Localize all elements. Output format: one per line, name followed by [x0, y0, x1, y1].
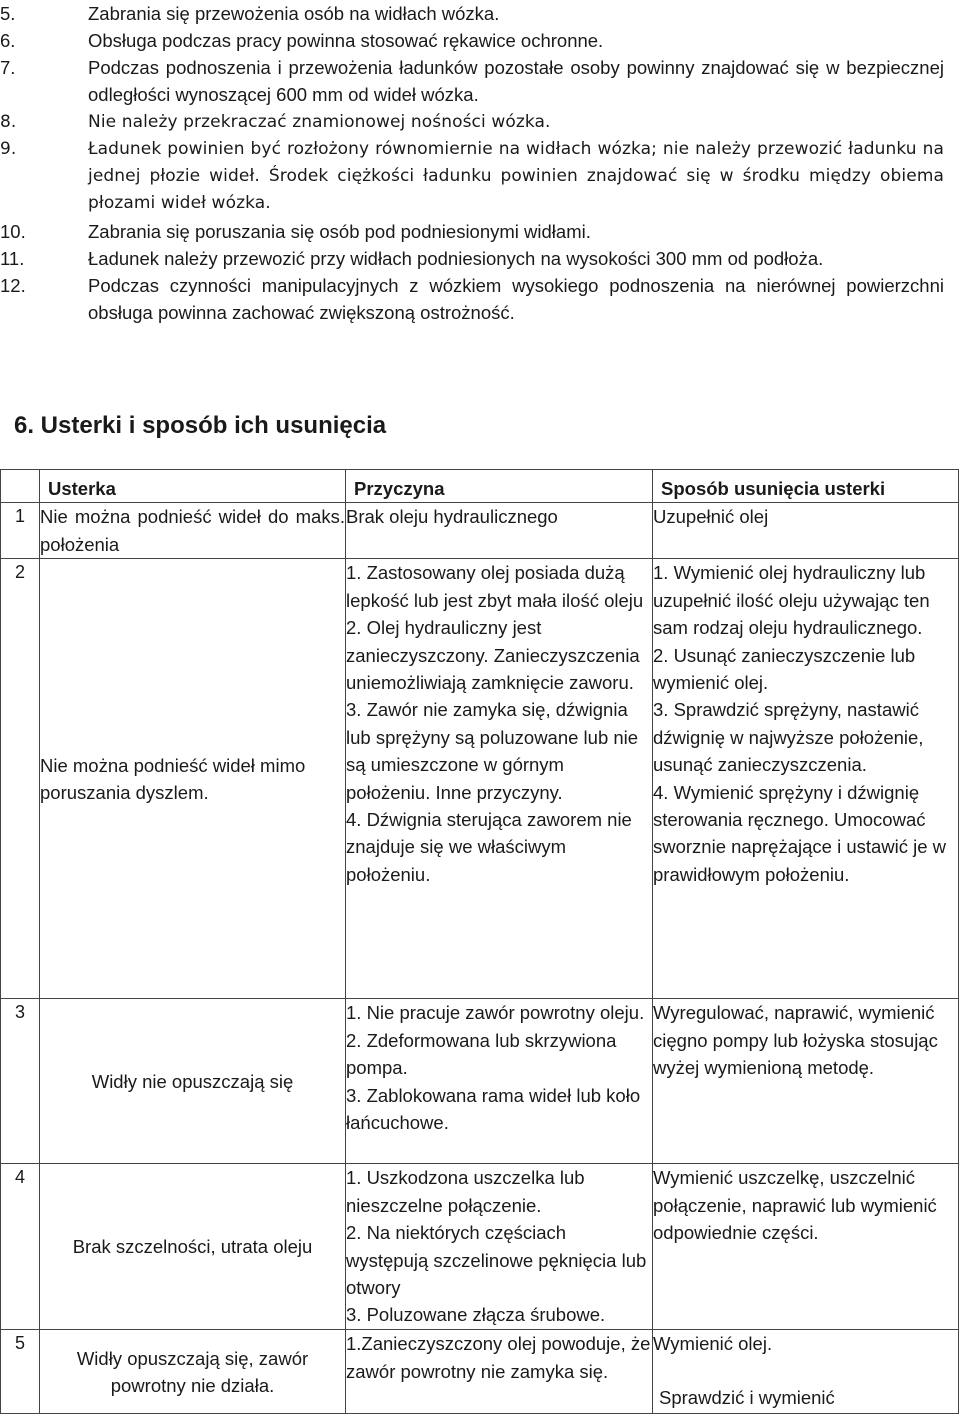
remedy-item: Uzupełnić olej [653, 506, 769, 528]
rule-text: Podczas czynności manipulacyjnych z wózkiem wysokiego podnoszenia na nierównej powierzchni obsługa powinna zachować zwiększoną ostrożność. [88, 275, 944, 323]
faults-table [0, 469, 959, 1414]
remedy-item: Wymienić uszczelkę, uszczelnić połączenie, naprawić lub wymienić odpowiednie części. [653, 1167, 937, 1244]
header-cause: Przyczyna [346, 470, 653, 503]
section-heading: 6. Usterki i sposób ich usunięcia [14, 412, 387, 439]
rule-text: Nie należy przekraczać znamionowej nośności wózka. [88, 112, 551, 132]
cause-item: 1. Zastosowany olej posiada dużą lepkość lub jest zbyt mała ilość oleju [346, 562, 644, 611]
cause-item: 4. Dźwignia sterująca zaworem nie znajduje się we właściwym położeniu. [346, 809, 632, 885]
rule-text: Podczas podnoszenia i przewożenia ładunków pozostałe osoby powinny znajdować się w bezpiecznej odległości wynoszącej 600 mm od wideł wózka. [88, 57, 944, 105]
header-fault: Usterka [40, 470, 346, 503]
cause-cell [346, 1330, 653, 1414]
cause-item: 3. Zablokowana rama wideł lub koło łańcuchowe. [346, 1084, 641, 1134]
remedy-item: Sprawdzić i wymienić [659, 1386, 835, 1408]
cause-item: 3. Poluzowane złącza śrubowe. [346, 1304, 606, 1326]
row-index: 3 [1, 999, 40, 1164]
row-index: 5 [1, 1330, 40, 1414]
rule-number: 12. [0, 275, 26, 296]
row-index: 2 [1, 559, 40, 999]
rule-number: 9. [0, 139, 17, 159]
rule-text: Ładunek powinien być rozłożony równomiernie na widłach wózka; nie należy przewozić ładunku na jednej płozie wideł. Środek ciężkości ładunku powinien znajdować się w środku między obiema płozami wideł wózka. [88, 139, 944, 213]
table-row [1, 559, 959, 999]
rule-text: Ładunek należy przewozić przy widłach podniesionych na wysokości 300 mm od podłoża. [88, 248, 824, 269]
header-remedy: Sposób usunięcia usterki [653, 470, 959, 503]
cause-item: Brak oleju hydraulicznego [346, 506, 558, 528]
remedy-item: 1. Wymienić olej hydrauliczny lub uzupełnić ilość oleju używając ten sam rodzaj oleju hydraulicznego. [653, 562, 930, 639]
remedy-item: Wymienić olej. [653, 1333, 773, 1355]
fault-cell: Widły nie opuszczają się [40, 999, 346, 1164]
rule-number: 11. [0, 248, 25, 269]
cause-item: 2. Na niektórych częściach występują szczelinowe pęknięcia lub otwory [346, 1222, 647, 1299]
cause-item: 1. Uszkodzona uszczelka lub nieszczelne połączenie. [346, 1167, 585, 1216]
table-row [1, 1164, 959, 1330]
cause-item: 2. Zdeformowana lub skrzywiona pompa. [346, 1029, 617, 1079]
table-row [1, 999, 959, 1164]
table-header-row [1, 470, 959, 503]
row-index: 4 [1, 1164, 40, 1330]
fault-cell: Nie można podnieść wideł do maks. położenia [40, 503, 346, 559]
remedy-cell [653, 999, 959, 1164]
rule-number: 8. [0, 112, 17, 132]
cause-item: 1.Zanieczyszczony olej powoduje, że zawór powrotny nie zamyka się. [346, 1333, 651, 1382]
table-row [1, 1330, 959, 1414]
remedy-cell [653, 503, 959, 559]
rule-number: 10. [0, 221, 26, 242]
row-index: 1 [1, 503, 40, 559]
remedy-cell [653, 1330, 959, 1414]
fault-cell: Widły opuszczają się, zawór powrotny nie działa. [40, 1330, 346, 1414]
rule-number: 7. [0, 57, 16, 78]
cause-cell [346, 1164, 653, 1330]
rule-number: 6. [0, 30, 16, 51]
cause-item: 3. Zawór nie zamyka się, dźwignia lub sprężyny są poluzowane lub nie są umieszczone w górnym położeniu. Inne przyczyny. [346, 699, 639, 803]
rule-text: Obsługa podczas pracy powinna stosować rękawice ochronne. [88, 30, 604, 51]
rule-text: Zabrania się poruszania się osób pod podniesionymi widłami. [88, 221, 591, 242]
remedy-item: 3. Sprawdzić sprężyny, nastawić dźwignię w najwyższe położenie, usunąć zanieczyszczenia. [653, 699, 924, 776]
remedy-item: 4. Wymienić sprężyny i dźwignię sterowania ręcznego. Umocować sworznie naprężające i ustawić je w prawidłowym położeniu. [653, 781, 947, 885]
cause-cell [346, 999, 653, 1164]
cause-item: 2. Olej hydrauliczny jest zanieczyszczony. Zanieczyszczenia uniemożliwiają zamknięcie zaworu. [346, 617, 640, 694]
header-index [1, 470, 40, 503]
remedy-cell [653, 1164, 959, 1330]
rule-text: Zabrania się przewożenia osób na widłach wózka. [88, 3, 500, 24]
fault-cell: Brak szczelności, utrata oleju [40, 1164, 346, 1330]
cause-item: 1. Nie pracuje zawór powrotny oleju. [346, 1002, 645, 1024]
rule-number: 5. [0, 3, 16, 24]
faults-table-wrapper [0, 469, 960, 1416]
fault-cell: Nie można podnieść wideł mimo poruszania dyszlem. [40, 559, 346, 999]
remedy-cell [653, 559, 959, 999]
remedy-item: 2. Usunąć zanieczyszczenie lub wymienić olej. [653, 644, 916, 694]
table-row [1, 503, 959, 559]
cause-cell [346, 503, 653, 559]
cause-cell [346, 559, 653, 999]
remedy-item: Wyregulować, naprawić, wymienić cięgno pompy lub łożyska stosując wyżej wymienioną metodę. [653, 1002, 938, 1079]
